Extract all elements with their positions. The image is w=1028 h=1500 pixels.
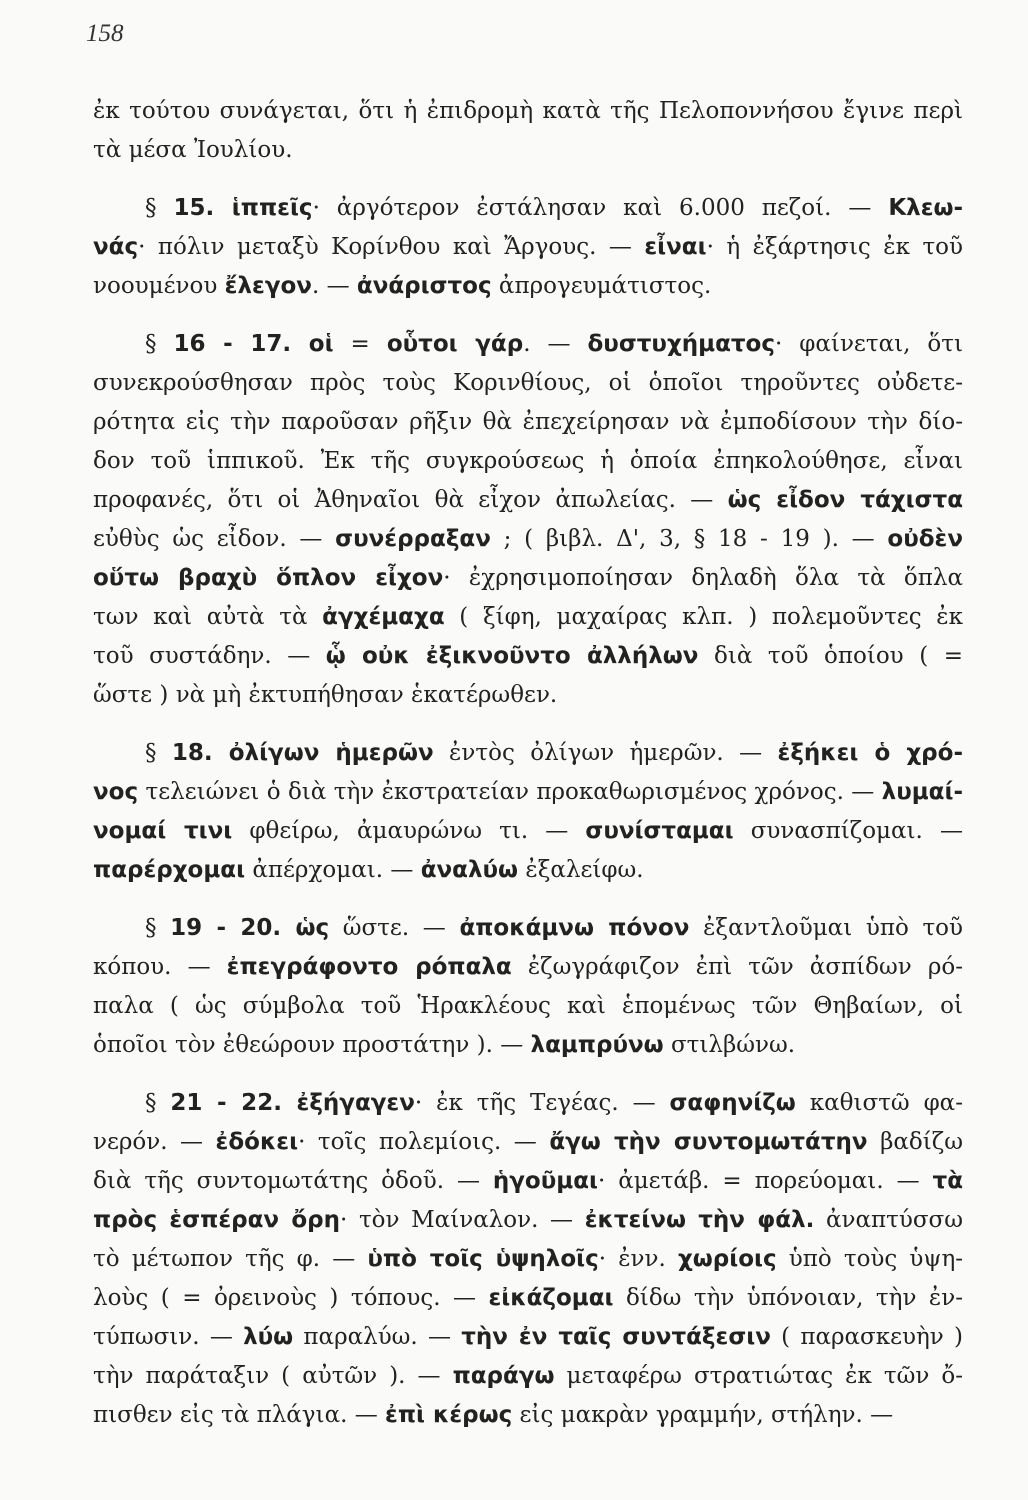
text-segment: = [333,331,387,357]
text-line [93,228,963,267]
text-segment: συνασπίζομαι. — [733,818,963,844]
text-line [93,909,963,948]
bold-lemma: 21 - 22. ἐξήγαγεν [170,1090,415,1116]
text-segment: στιλβώνω. [663,1032,796,1058]
text-segment: · ἀργότερον ἐστάλησαν καὶ 6.000 πεζοί. — [312,195,889,221]
text-line [93,1357,963,1396]
bold-lemma: νος [93,779,139,805]
bold-lemma: 16 - 17. οἱ [173,331,334,357]
text-segment: ἐζωγράφιζον ἐπὶ τῶν ἀσπίδων ρό- [511,954,963,980]
text-segment: ( ξίφη, μαχαίρας κλπ. ) πολεμοῦντες ἐκ [444,604,963,630]
text-segment: ἀπέρχομαι. — [245,857,421,883]
paragraph [93,189,963,306]
text-segment: τὸ μέτωπον τῆς φ. — [93,1246,368,1272]
bold-lemma: ἔλεγον [224,273,312,299]
text-segment: ἐξαντλοῦμαι ὑπὸ τοῦ [689,915,964,941]
text-line [93,851,963,890]
text-segment: ἐξαλείφω. [518,857,644,883]
text-segment: βαδίζω [867,1129,963,1155]
bold-lemma: οὕτω βραχὺ ὅπλον εἶχον [93,565,444,591]
text-segment: των καὶ αὐτὰ τὰ [93,604,323,630]
text-segment: πισθεν εἰς τὰ πλάγια. — [93,1402,386,1428]
bold-lemma: λαμπρύνω [530,1032,664,1058]
text-segment: ὁποῖοι τὸν ἐθεώρουν προστάτην ). — [93,1032,531,1058]
text-segment: · ἐνν. [598,1246,678,1272]
text-line [93,637,963,676]
text-segment: μεταφέρω στρατιώτας ἐκ τῶν ὄ- [554,1363,963,1389]
bold-lemma: ἡγοῦμαι [492,1168,598,1194]
text-line [93,676,963,715]
text-segment: εἰς μακρὰν γραμμήν, στήλην. — [512,1402,894,1428]
text-line [93,948,963,987]
text-segment: § [145,740,172,766]
text-segment: εὐθὺς ὡς εἶδον. — [93,526,336,552]
paragraph-gap [93,1065,963,1084]
paragraph-gap [93,890,963,909]
bold-lemma: τὴν ἐν ταῖς συντάξεσιν [461,1324,771,1350]
text-line [93,267,963,306]
bold-lemma: συνέρραξαν [335,526,491,552]
text-segment: § [145,331,174,357]
bold-lemma: εἰκάζομαι [488,1285,614,1311]
text-segment: ; ( βιβλ. Δ', 3, § 18 - 19 ). — [490,526,888,552]
paragraph [93,734,963,890]
text-segment: τὰ μέσα Ἰουλίου. [93,137,293,163]
text-segment: ὥστε. — [329,915,460,941]
text-segment: κόπου. — [93,954,227,980]
bold-lemma: λύω [243,1324,294,1350]
text-segment: § [145,195,174,221]
text-line [93,1279,963,1318]
text-line [93,987,963,1026]
text-segment: ἐντὸς ὀλίγων ἡμερῶν. — [433,740,778,766]
text-segment: τὴν παράταξιν ( αὐτῶν ). — [93,1363,453,1389]
paragraph-gap [93,170,963,189]
bold-lemma: νάς [93,234,139,260]
text-segment: συνεκρούσθησαν πρὸς τοὺς Κορινθίους, οἱ ὁποῖοι τηροῦντες οὐδετε- [93,370,963,396]
paragraph [93,92,963,170]
bold-lemma: ἐκτείνω τὴν φάλ. [584,1207,815,1233]
bold-lemma: ἐδόκει [215,1129,299,1155]
text-segment: τύπωσιν. — [93,1324,244,1350]
text-line [93,131,963,170]
text-segment: παραλύω. — [293,1324,462,1350]
text-line [93,1201,963,1240]
bold-lemma: 18. ὀλίγων ἡμερῶν [171,740,434,766]
text-segment: τοῦ συστάδην. — [93,643,326,669]
bold-lemma: ᾧ οὐκ ἐξικνοῦντο ἀλλήλων [325,643,699,669]
bold-lemma: παράγω [452,1363,555,1389]
text-segment: · ἀμετάβ. = πορεύομαι. — [597,1168,933,1194]
text-line [93,520,963,559]
text-segment: . — [311,273,357,299]
text-segment: καθιστῶ φα- [795,1090,963,1116]
bold-lemma: πρὸς ἑσπέραν ὄρη [93,1207,341,1233]
bold-lemma: ἐπεγράφοντο ρόπαλα [226,954,512,980]
text-segment: · ἐκ τῆς Τεγέας. — [414,1090,670,1116]
text-segment: · ἡ ἐξάρτησις ἐκ τοῦ [706,234,963,260]
bold-lemma: χωρίοις [677,1246,777,1272]
bold-lemma: ὑπὸ τοῖς ὑψηλοῖς [367,1246,599,1272]
text-segment: · φαίνεται, ὅτι [775,331,963,357]
bold-lemma: παρέρχομαι [93,857,246,883]
text-line [93,92,963,131]
bold-lemma: συνίσταμαι [585,818,734,844]
text-line [93,1123,963,1162]
bold-lemma: λυμαί- [881,779,963,805]
paragraph [93,1084,963,1435]
text-segment: ὑπὸ τοὺς ὑψη- [776,1246,963,1272]
text-line [93,1318,963,1357]
text-segment: ἀπρογευμάτιστος. [491,273,712,299]
paragraph [93,325,963,715]
text-segment: δίδω τὴν ὑπόνοιαν, τὴν ἐν- [613,1285,963,1311]
text-segment: λοὺς ( = ὀρεινοὺς ) τόπους. — [93,1285,489,1311]
bold-lemma: οὗτοι γάρ [386,331,524,357]
text-segment: ἐκ τούτου συνάγεται, ὅτι ἡ ἐπιδρομὴ κατὰ τῆς Πελοποννήσου ἔγινε περὶ [93,98,963,124]
bold-lemma: 15. ἱππεῖς [173,195,313,221]
text-line [93,1240,963,1279]
text-segment: · τοῖς πολεμίοις. — [298,1129,550,1155]
text-line [93,1162,963,1201]
paragraph-gap [93,306,963,325]
text-segment: τελειώνει ὁ διὰ τὴν ἐκστρατείαν προκαθωρισμένος χρόνος. — [138,779,882,805]
bold-lemma: ἀγχέμαχα [322,604,445,630]
text-line [93,1396,963,1435]
text-line [93,812,963,851]
bold-lemma: ἀνάριστος [356,273,492,299]
bold-lemma: Κλεω- [888,195,964,221]
bold-lemma: ἄγω τὴν συντομωτάτην [549,1129,868,1155]
text-segment: · πόλιν μεταξὺ Κορίνθου καὶ Ἄργους. — [138,234,645,260]
text-line [93,442,963,481]
text-line [93,773,963,812]
bold-lemma: ἀναλύω [420,857,519,883]
paragraph [93,909,963,1065]
bold-lemma: ἐξήκει ὁ χρό- [777,740,963,766]
text-segment: ( παρασκευὴν ) [770,1324,963,1350]
text-line [93,189,963,228]
text-segment: ἀναπτύσσω [814,1207,963,1233]
bold-lemma: 19 - 20. ὡς [170,915,330,941]
text-segment: · τὸν Μαίναλον. — [340,1207,585,1233]
text-segment: παλα ( ὡς σύμβολα τοῦ Ἡρακλέους καὶ ἑπομένως τῶν Θηβαίων, οἱ [93,993,963,1019]
text-line [93,734,963,773]
bold-lemma: νομαί τινι [93,818,233,844]
text-segment: διὰ τῆς συντομωτάτης ὁδοῦ. — [93,1168,493,1194]
text-segment: δον τοῦ ἱππικοῦ. Ἐκ τῆς συγκρούσεως ἡ ὁποία ἐπηκολούθησε, εἶναι [93,448,963,474]
text-line [93,1084,963,1123]
text-line [93,364,963,403]
text-segment: προφανές, ὅτι οἱ Ἀθηναῖοι θὰ εἶχον ἀπωλείας. — [93,487,728,513]
text-segment: φθείρω, ἀμαυρώνω τι. — [232,818,586,844]
bold-lemma: δυστυχήματος [587,331,775,357]
bold-lemma: σαφηνίζω [669,1090,796,1116]
page-number: 158 [86,20,124,47]
text-line [93,559,963,598]
commentary-text [93,92,963,1435]
bold-lemma: ὡς εἶδον τάχιστα [727,487,963,513]
text-segment: διὰ τοῦ ὁποίου ( = [698,643,963,669]
text-segment: ὥστε ) νὰ μὴ ἐκτυπήθησαν ἑκατέρωθεν. [93,682,558,708]
text-segment: νερόν. — [93,1129,216,1155]
bold-lemma: ἀποκάμνω πόνον [459,915,690,941]
text-segment: · ἐχρησιμοποίησαν δηλαδὴ ὅλα τὰ ὅπλα [443,565,963,591]
text-line [93,598,963,637]
bold-lemma: εἶναι [644,234,707,260]
text-line [93,403,963,442]
paragraph-gap [93,715,963,734]
bold-lemma: ἐπὶ κέρως [385,1402,513,1428]
text-segment: ρότητα εἰς τὴν παροῦσαν ρῆξιν θὰ ἐπεχείρησαν νὰ ἐμποδίσουν τὴν δίο- [93,409,963,435]
text-segment: § [145,1090,171,1116]
text-segment: . — [523,331,588,357]
text-line [93,1026,963,1065]
text-line [93,481,963,520]
bold-lemma: τὰ [932,1168,963,1194]
bold-lemma: οὐδὲν [887,526,963,552]
text-line [93,325,963,364]
text-segment: § [145,915,171,941]
text-segment: νοουμένου [93,273,225,299]
